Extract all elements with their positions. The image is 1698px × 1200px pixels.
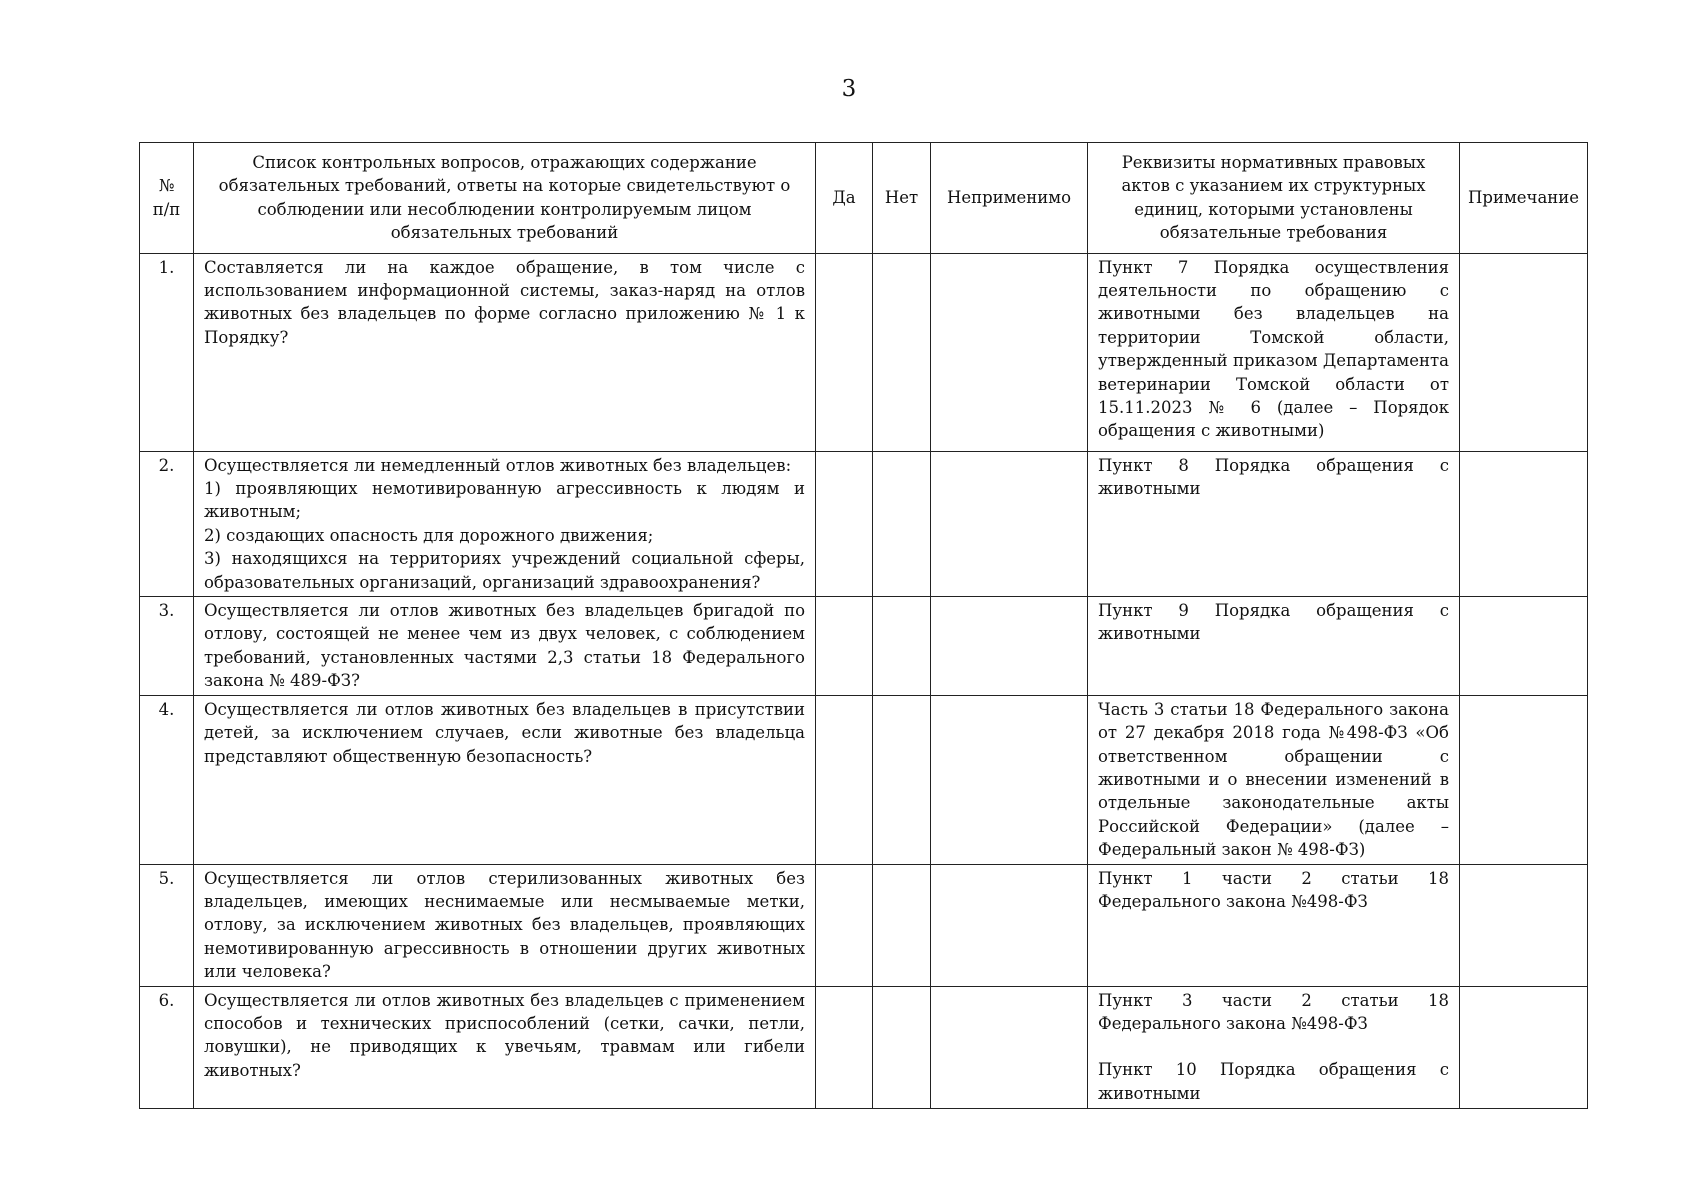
requisites-text: Пункт 9 Порядка обращения с животными [1088, 597, 1460, 696]
header-not-applicable: Неприменимо [931, 143, 1088, 254]
no-cell[interactable] [873, 986, 931, 1108]
question-item: 1) проявляющих немотивированную агрессивность к людям и животным; [204, 479, 805, 522]
not-applicable-cell[interactable] [931, 695, 1088, 864]
not-applicable-cell[interactable] [931, 864, 1088, 986]
requisites-line: Пункт 10 Порядка обращения с животными [1098, 1060, 1449, 1103]
requisites-text: Пункт 1 части 2 статьи 18 Федерального закона №498-ФЗ [1088, 864, 1460, 986]
note-cell[interactable] [1460, 695, 1588, 864]
requisites-text: Пункт 7 Порядка осуществления деятельности по обращению с животными без владельцев на территории Томской области, утвержденный приказом Департамента ветеринарии Томской области от 15.11.2023 № 6 (далее – Порядок обращения с животными) [1088, 253, 1460, 451]
yes-cell[interactable] [816, 695, 873, 864]
question-text: Осуществляется ли отлов стерилизованных животных без владельцев, имеющих неснимаемые или несмываемые метки, отлову, за исключением животных без владельцев, проявляющих немотивированную агрессивность в отношении других животных или человека? [194, 864, 816, 986]
no-cell[interactable] [873, 864, 931, 986]
checklist-table [139, 142, 1588, 1109]
note-cell[interactable] [1460, 864, 1588, 986]
requisites-line: Пункт 3 части 2 статьи 18 Федерального закона №498-ФЗ [1098, 990, 1449, 1033]
no-cell[interactable] [873, 253, 931, 451]
question-item: 2) создающих опасность для дорожного движения; [204, 525, 654, 545]
row-number: 2. [140, 451, 194, 596]
question-text: Составляется ли на каждое обращение, в том числе с использованием информационной системы, заказ-наряд на отлов животных без владельцев по форме согласно приложению № 1 к Порядку? [194, 253, 816, 451]
row-number: 5. [140, 864, 194, 986]
row-number: 4. [140, 695, 194, 864]
requisites-text: Часть 3 статьи 18 Федерального закона от 27 декабря 2018 года №498-ФЗ «Об ответственном обращении с животными и о внесении изменений в отдельные законодательные акты Российской Федерации» (далее – Федеральный закон № 498-ФЗ) [1088, 695, 1460, 864]
yes-cell[interactable] [816, 597, 873, 696]
header-note: Примечание [1460, 143, 1588, 254]
yes-cell[interactable] [816, 864, 873, 986]
not-applicable-cell[interactable] [931, 597, 1088, 696]
row-number: 3. [140, 597, 194, 696]
table-row [140, 695, 1588, 864]
no-cell[interactable] [873, 597, 931, 696]
note-cell[interactable] [1460, 986, 1588, 1108]
question-intro: Осуществляется ли немедленный отлов животных без владельцев: [204, 455, 792, 475]
question-text [194, 451, 816, 596]
header-num: № п/п [140, 143, 194, 254]
table-row [140, 253, 1588, 451]
question-text: Осуществляется ли отлов животных без владельцев в присутствии детей, за исключением случаев, если животные без владельца представляют общественную безопасность? [194, 695, 816, 864]
not-applicable-cell[interactable] [931, 986, 1088, 1108]
header-no: Нет [873, 143, 931, 254]
not-applicable-cell[interactable] [931, 451, 1088, 596]
no-cell[interactable] [873, 451, 931, 596]
question-text: Осуществляется ли отлов животных без владельцев с применением способов и технических приспособлений (сетки, сачки, петли, ловушки), не приводящих к увечьям, травмам или гибели животных? [194, 986, 816, 1108]
requisites-text: Пункт 8 Порядка обращения с животными [1088, 451, 1460, 596]
requisites-text [1088, 986, 1460, 1108]
table-row [140, 451, 1588, 596]
page-number: 3 [841, 76, 857, 102]
header-requisites: Реквизиты нормативных правовых актов с указанием их структурных единиц, которыми установлены обязательные требования [1088, 143, 1460, 254]
question-text: Осуществляется ли отлов животных без владельцев бригадой по отлову, состоящей не менее чем из двух человек, с соблюдением требований, установленных частями 2,3 статьи 18 Федерального закона № 489-ФЗ? [194, 597, 816, 696]
header-yes: Да [816, 143, 873, 254]
table-row [140, 986, 1588, 1108]
note-cell[interactable] [1460, 451, 1588, 596]
note-cell[interactable] [1460, 253, 1588, 451]
yes-cell[interactable] [816, 451, 873, 596]
row-number: 6. [140, 986, 194, 1108]
yes-cell[interactable] [816, 986, 873, 1108]
note-cell[interactable] [1460, 597, 1588, 696]
not-applicable-cell[interactable] [931, 253, 1088, 451]
no-cell[interactable] [873, 695, 931, 864]
row-number: 1. [140, 253, 194, 451]
question-item: 3) находящихся на территориях учреждений социальной сферы, образовательных организаций, организаций здравоохранения? [204, 549, 805, 592]
header-question: Список контрольных вопросов, отражающих содержание обязательных требований, ответы на которые свидетельствуют о соблюдении или несоблюдении контролируемым лицом обязательных требований [194, 143, 816, 254]
yes-cell[interactable] [816, 253, 873, 451]
table-header-row [140, 143, 1588, 254]
table-row [140, 597, 1588, 696]
table-row [140, 864, 1588, 986]
